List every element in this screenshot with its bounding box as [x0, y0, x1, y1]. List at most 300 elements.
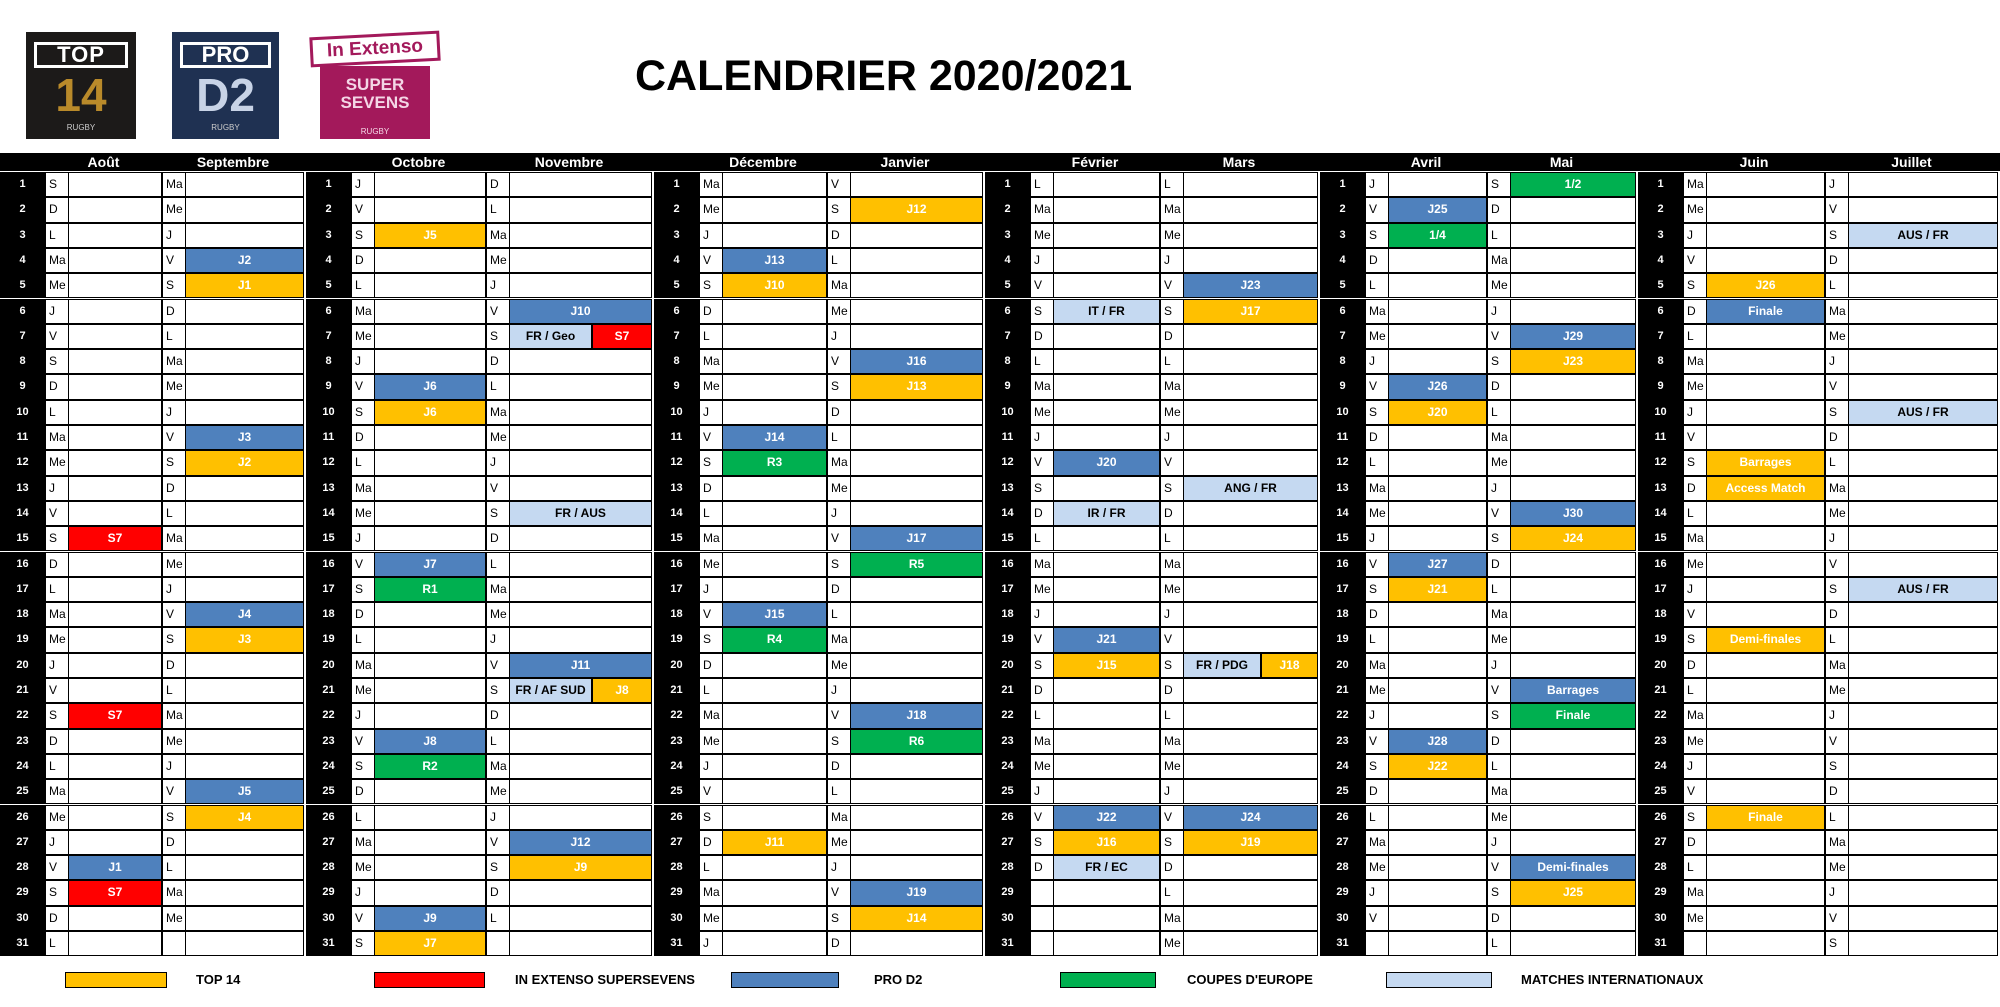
day-number: 11	[1638, 425, 1683, 450]
day-number: 26	[0, 805, 45, 830]
day-number: 10	[654, 400, 699, 425]
weekday-cell: D	[1030, 501, 1054, 526]
event-cell	[1388, 501, 1487, 526]
legend-label-prod2: PRO D2	[874, 972, 923, 987]
event-cell	[185, 855, 304, 880]
weekday-cell: D	[827, 223, 851, 248]
day-number: 30	[985, 906, 1030, 931]
event-cell	[374, 273, 486, 298]
weekday-cell: Ma	[162, 526, 186, 551]
event-cell	[1510, 552, 1636, 577]
event-cell	[722, 855, 827, 880]
event-cell	[509, 172, 652, 197]
event-cell	[374, 450, 486, 475]
event-prod2: J19	[850, 880, 983, 905]
event-cell	[850, 501, 983, 526]
event-cell	[374, 779, 486, 804]
event-cell	[68, 349, 162, 374]
day-number: 27	[306, 830, 351, 855]
weekday-cell: Ma	[827, 450, 851, 475]
weekday-cell: D	[486, 526, 510, 551]
day-number: 29	[1638, 880, 1683, 905]
event-top14: J15	[1053, 653, 1160, 678]
event-cell	[850, 299, 983, 324]
day-number: 8	[654, 349, 699, 374]
day-number: 11	[306, 425, 351, 450]
weekday-cell: V	[1825, 906, 1849, 931]
day-number: 5	[0, 273, 45, 298]
event-cell	[1510, 602, 1636, 627]
weekday-cell: D	[486, 880, 510, 905]
weekday-cell: V	[1160, 450, 1184, 475]
event-cell	[722, 577, 827, 602]
event-cell	[1848, 324, 1998, 349]
day-number: 30	[0, 906, 45, 931]
event-cell	[850, 400, 983, 425]
event-cell	[850, 476, 983, 501]
event-cell	[68, 627, 162, 652]
day-number: 15	[1320, 526, 1365, 551]
day-number: 18	[0, 602, 45, 627]
weekday-cell: L	[486, 197, 510, 222]
day-number: 16	[0, 552, 45, 577]
event-cell	[1053, 906, 1160, 931]
event-cell	[185, 880, 304, 905]
weekday-cell: S	[1160, 830, 1184, 855]
top14-logo	[26, 32, 136, 139]
event-cell	[1510, 197, 1636, 222]
day-number: 28	[306, 855, 351, 880]
event-cell	[1848, 172, 1998, 197]
event-cell	[1706, 703, 1825, 728]
page-title: CALENDRIER 2020/2021	[635, 52, 1133, 100]
day-number: 9	[306, 374, 351, 399]
day-number: 7	[985, 324, 1030, 349]
weekday-cell: J	[1683, 400, 1707, 425]
event-cell	[185, 754, 304, 779]
weekday-cell: D	[699, 299, 723, 324]
event-cell	[509, 703, 652, 728]
event-cell	[374, 324, 486, 349]
event-cell	[1510, 931, 1636, 956]
event-top14: J20	[1388, 400, 1487, 425]
weekday-cell: J	[1487, 653, 1511, 678]
weekday-cell: Ma	[1030, 197, 1054, 222]
weekday-cell: V	[351, 729, 375, 754]
day-number: 17	[1638, 577, 1683, 602]
event-cell	[374, 830, 486, 855]
weekday-cell: Ma	[1825, 299, 1849, 324]
day-number: 26	[1320, 805, 1365, 830]
weekday-cell: Me	[162, 197, 186, 222]
weekday-cell: J	[486, 450, 510, 475]
event-prod2: J15	[722, 602, 827, 627]
event-cell	[68, 729, 162, 754]
event-cell	[850, 931, 983, 956]
weekday-cell: J	[1030, 779, 1054, 804]
event-top14: J13	[850, 374, 983, 399]
weekday-cell: J	[827, 501, 851, 526]
event-intl: FR / EC	[1053, 855, 1160, 880]
weekday-cell: J	[1160, 602, 1184, 627]
day-number: 8	[306, 349, 351, 374]
weekday-cell: V	[1030, 805, 1054, 830]
event-cell	[374, 678, 486, 703]
weekday-cell: L	[1160, 880, 1184, 905]
event-cell	[1053, 577, 1160, 602]
weekday-cell: Me	[699, 374, 723, 399]
event-cell	[68, 374, 162, 399]
event-cell	[1848, 501, 1998, 526]
weekday-cell: Ma	[1825, 830, 1849, 855]
day-number: 10	[1638, 400, 1683, 425]
weekday-cell: V	[1683, 602, 1707, 627]
event-cell	[1183, 172, 1318, 197]
day-number: 14	[1320, 501, 1365, 526]
event-cell	[509, 273, 652, 298]
event-cell	[1706, 248, 1825, 273]
event-cell	[68, 172, 162, 197]
event-intl: AUS / FR	[1848, 400, 1998, 425]
weekday-cell: S	[1825, 223, 1849, 248]
day-number: 12	[1320, 450, 1365, 475]
event-cell	[722, 805, 827, 830]
day-number: 24	[1320, 754, 1365, 779]
weekday-cell: Ma	[1683, 172, 1707, 197]
weekday-cell: D	[1365, 602, 1389, 627]
event-cell	[68, 906, 162, 931]
weekday-cell: J	[45, 653, 69, 678]
weekday-cell: J	[162, 223, 186, 248]
event-cell	[1053, 880, 1160, 905]
event-cell	[68, 273, 162, 298]
day-number: 15	[985, 526, 1030, 551]
weekday-cell: S	[1365, 223, 1389, 248]
weekday-cell: L	[699, 855, 723, 880]
weekday-cell: L	[351, 627, 375, 652]
weekday-cell: Ma	[1683, 526, 1707, 551]
weekday-cell: J	[1683, 577, 1707, 602]
event-intl: IR / FR	[1053, 501, 1160, 526]
event-cell	[1706, 678, 1825, 703]
event-cell	[1848, 678, 1998, 703]
day-number: 28	[1320, 855, 1365, 880]
weekday-cell: J	[486, 627, 510, 652]
weekday-cell: S	[351, 223, 375, 248]
event-cell	[1706, 906, 1825, 931]
event-cell	[1848, 526, 1998, 551]
weekday-cell: Me	[1825, 501, 1849, 526]
event-intl: IT / FR	[1053, 299, 1160, 324]
weekday-cell: Ma	[1030, 374, 1054, 399]
day-number: 22	[306, 703, 351, 728]
event-cell	[185, 172, 304, 197]
event-cell	[68, 223, 162, 248]
weekday-cell: J	[1365, 349, 1389, 374]
weekday-cell: L	[162, 855, 186, 880]
event-cell	[1706, 374, 1825, 399]
event-prod2: J20	[1053, 450, 1160, 475]
event-cell	[68, 602, 162, 627]
weekday-cell: Ma	[1160, 729, 1184, 754]
day-number: 6	[1320, 299, 1365, 324]
day-number: 19	[654, 627, 699, 652]
weekday-cell: Ma	[351, 653, 375, 678]
event-top14: J19	[1183, 830, 1318, 855]
weekday-cell: J	[1825, 526, 1849, 551]
event-cell	[1053, 602, 1160, 627]
weekday-cell: Me	[1030, 400, 1054, 425]
weekday-cell: Ma	[45, 425, 69, 450]
event-cell	[185, 552, 304, 577]
weekday-cell: V	[1365, 374, 1389, 399]
event-cell	[850, 223, 983, 248]
weekday-cell: S	[1030, 476, 1054, 501]
day-number: 31	[985, 931, 1030, 956]
legend-swatch-top14	[65, 972, 167, 988]
event-cell	[68, 501, 162, 526]
event-cell	[1706, 577, 1825, 602]
event-top14: J4	[185, 805, 304, 830]
event-cell	[722, 501, 827, 526]
event-prod2: J18	[850, 703, 983, 728]
event-cell	[509, 805, 652, 830]
event-europe: R4	[722, 627, 827, 652]
weekday-cell: V	[699, 425, 723, 450]
event-cell	[1053, 425, 1160, 450]
weekday-cell: Me	[827, 830, 851, 855]
day-number: 28	[985, 855, 1030, 880]
weekday-cell: S	[1365, 577, 1389, 602]
event-cell	[509, 349, 652, 374]
event-cell	[1388, 703, 1487, 728]
day-number: 5	[1320, 273, 1365, 298]
day-number: 13	[1638, 476, 1683, 501]
weekday-cell: V	[1365, 197, 1389, 222]
event-cell	[1510, 729, 1636, 754]
day-number: 21	[0, 678, 45, 703]
event-cell	[1183, 729, 1318, 754]
event-cell	[1388, 805, 1487, 830]
weekday-cell: L	[1487, 754, 1511, 779]
event-cell	[68, 197, 162, 222]
event-cell	[68, 754, 162, 779]
event-cell	[1848, 627, 1998, 652]
weekday-cell: Me	[699, 197, 723, 222]
event-cell	[1183, 425, 1318, 450]
event-cell	[1706, 830, 1825, 855]
weekday-cell: V	[45, 324, 69, 349]
event-top14: J18	[1261, 653, 1318, 678]
event-cell	[185, 400, 304, 425]
weekday-cell: Me	[1487, 450, 1511, 475]
event-sevens: S7	[68, 526, 162, 551]
weekday-cell: Me	[1365, 324, 1389, 349]
day-number: 30	[306, 906, 351, 931]
weekday-cell: V	[45, 678, 69, 703]
event-cell	[68, 577, 162, 602]
weekday-cell: V	[827, 349, 851, 374]
event-cell	[1183, 931, 1318, 956]
day-number: 10	[306, 400, 351, 425]
day-number: 13	[985, 476, 1030, 501]
event-prod2: J8	[374, 729, 486, 754]
weekday-cell: L	[827, 602, 851, 627]
event-cell	[68, 552, 162, 577]
weekday-cell: J	[1365, 703, 1389, 728]
weekday-cell: S	[351, 931, 375, 956]
weekday-cell: Me	[45, 273, 69, 298]
weekday-cell: S	[827, 197, 851, 222]
weekday-cell: L	[1683, 855, 1707, 880]
event-cell	[1510, 476, 1636, 501]
day-number: 20	[1638, 653, 1683, 678]
event-top14: J26	[1706, 273, 1825, 298]
event-cell	[509, 400, 652, 425]
legend-label-top14: TOP 14	[196, 972, 241, 987]
event-cell	[1053, 197, 1160, 222]
weekday-cell: L	[699, 501, 723, 526]
weekday-cell: Ma	[1825, 653, 1849, 678]
weekday-cell: V	[1825, 197, 1849, 222]
weekday-cell: J	[699, 223, 723, 248]
event-cell	[1388, 349, 1487, 374]
event-cell	[374, 653, 486, 678]
day-number: 31	[654, 931, 699, 956]
event-cell	[1388, 299, 1487, 324]
weekday-cell: J	[351, 349, 375, 374]
event-cell	[1388, 931, 1487, 956]
event-cell	[850, 172, 983, 197]
event-cell	[722, 172, 827, 197]
event-cell	[1510, 223, 1636, 248]
event-cell	[68, 450, 162, 475]
day-number: 13	[654, 476, 699, 501]
day-number: 26	[985, 805, 1030, 830]
weekday-cell: L	[1160, 703, 1184, 728]
weekday-cell: S	[486, 678, 510, 703]
weekday-cell: V	[486, 830, 510, 855]
event-cell	[1053, 248, 1160, 273]
day-number: 27	[985, 830, 1030, 855]
day-number: 12	[1638, 450, 1683, 475]
weekday-cell: Me	[1683, 906, 1707, 931]
weekday-cell: V	[351, 906, 375, 931]
weekday-cell: Me	[1160, 754, 1184, 779]
day-number: 27	[0, 830, 45, 855]
weekday-cell: L	[351, 273, 375, 298]
event-cell	[185, 931, 304, 956]
weekday-cell: D	[45, 906, 69, 931]
event-cell	[509, 779, 652, 804]
event-cell	[1388, 526, 1487, 551]
weekday-cell: S	[45, 703, 69, 728]
event-cell	[1706, 602, 1825, 627]
weekday-cell: V	[1683, 425, 1707, 450]
weekday-cell: S	[162, 805, 186, 830]
event-cell	[374, 425, 486, 450]
day-number: 17	[654, 577, 699, 602]
event-cell	[68, 400, 162, 425]
event-cell	[68, 830, 162, 855]
event-cell	[850, 248, 983, 273]
event-cell	[1183, 501, 1318, 526]
legend-label-europe: COUPES D'EUROPE	[1187, 972, 1313, 987]
weekday-cell: Me	[486, 602, 510, 627]
event-cell	[1510, 577, 1636, 602]
event-cell	[1053, 400, 1160, 425]
event-cell	[1388, 425, 1487, 450]
prod2-logo	[172, 32, 279, 139]
day-number: 13	[1320, 476, 1365, 501]
weekday-cell: Me	[1160, 400, 1184, 425]
day-number: 22	[1320, 703, 1365, 728]
weekday-cell: D	[162, 299, 186, 324]
weekday-cell: S	[1160, 299, 1184, 324]
event-cell	[1848, 450, 1998, 475]
weekday-cell: Ma	[699, 880, 723, 905]
event-cell	[1510, 248, 1636, 273]
event-cell	[850, 855, 983, 880]
weekday-cell: L	[351, 805, 375, 830]
event-cell	[1053, 729, 1160, 754]
weekday-cell: V	[1825, 729, 1849, 754]
weekday-cell: D	[1825, 425, 1849, 450]
weekday-cell: S	[1365, 754, 1389, 779]
weekday-cell: L	[1487, 400, 1511, 425]
event-cell	[1388, 653, 1487, 678]
event-cell	[1706, 526, 1825, 551]
event-cell	[1183, 627, 1318, 652]
event-cell	[850, 653, 983, 678]
day-number: 8	[985, 349, 1030, 374]
event-cell	[1848, 374, 1998, 399]
weekday-cell: Ma	[162, 880, 186, 905]
event-cell	[374, 349, 486, 374]
weekday-cell: Me	[45, 805, 69, 830]
event-cell	[1848, 830, 1998, 855]
legend-label-sevens: IN EXTENSO SUPERSEVENS	[515, 972, 695, 987]
event-cell	[1388, 779, 1487, 804]
event-top14: J21	[1388, 577, 1487, 602]
event-cell	[185, 526, 304, 551]
weekday-cell: L	[486, 374, 510, 399]
weekday-cell: L	[1825, 627, 1849, 652]
day-number: 27	[1638, 830, 1683, 855]
weekday-cell: J	[1160, 425, 1184, 450]
day-number: 11	[1320, 425, 1365, 450]
event-cell	[185, 729, 304, 754]
event-prod2: J5	[185, 779, 304, 804]
weekday-cell: D	[1160, 324, 1184, 349]
event-cell	[1848, 906, 1998, 931]
weekday-cell: Ma	[699, 703, 723, 728]
weekday-cell: Ma	[827, 273, 851, 298]
weekday-cell: L	[45, 754, 69, 779]
weekday-cell: Ma	[351, 830, 375, 855]
month-header: Juillet	[1825, 153, 1998, 171]
event-cell	[1510, 779, 1636, 804]
weekday-cell: L	[1825, 273, 1849, 298]
event-cell	[68, 653, 162, 678]
event-cell	[509, 223, 652, 248]
event-prod2: J9	[374, 906, 486, 931]
day-number: 14	[1638, 501, 1683, 526]
legend-label-intl: MATCHES INTERNATIONAUX	[1521, 972, 1704, 987]
weekday-cell: J	[1160, 779, 1184, 804]
event-cell	[1388, 627, 1487, 652]
day-number: 2	[985, 197, 1030, 222]
